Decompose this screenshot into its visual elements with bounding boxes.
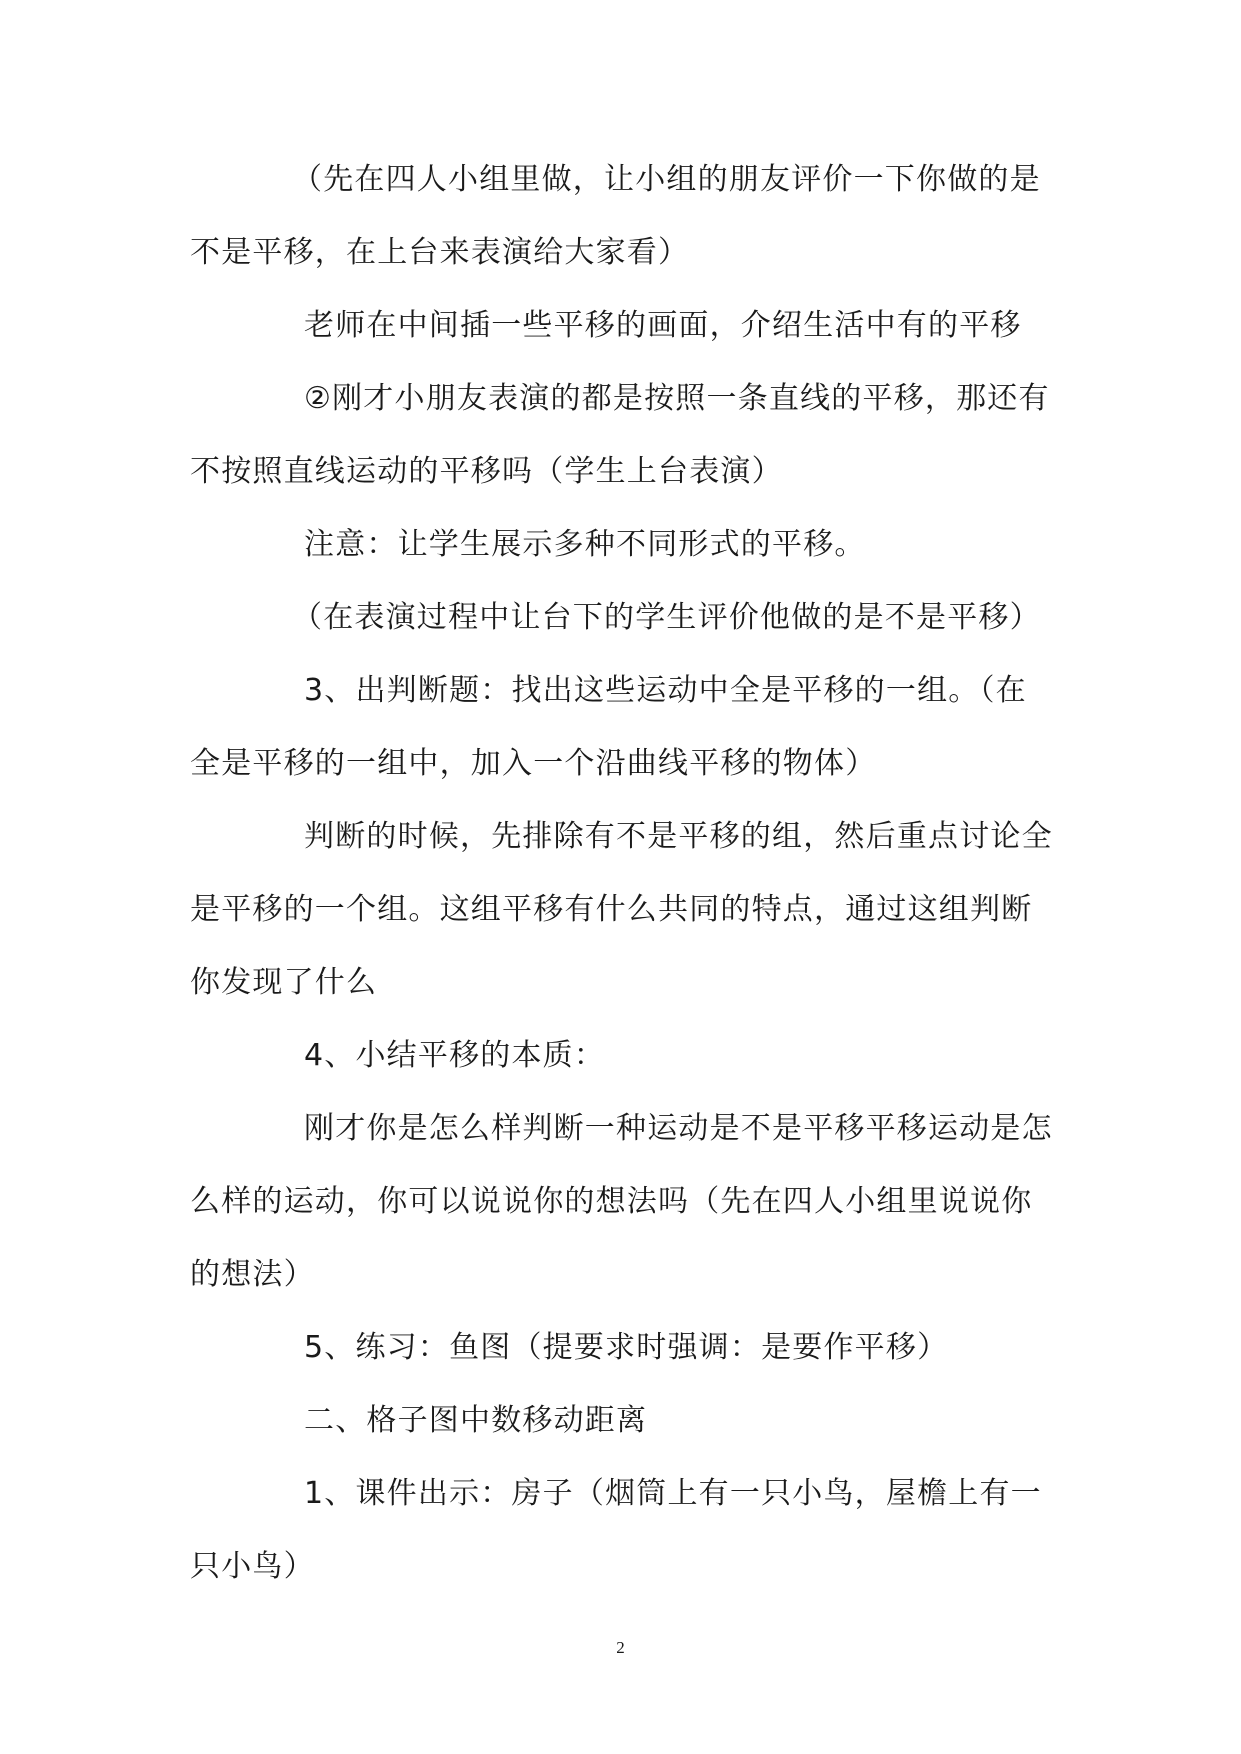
paragraph: 5、练习：鱼图（提要求时强调：是要作平移） bbox=[304, 1330, 949, 1365]
paragraph: 判断的时候，先排除有不是平移的组，然后重点讨论全是平移的一个组。这组平移有什么共同的特点，通过这组判断你发现了什么 bbox=[190, 819, 1053, 1000]
paragraph: 4、小结平移的本质： bbox=[304, 1038, 606, 1073]
paragraph: ②刚才小朋友表演的都是按照一条直线的平移，那还有不按照直线运动的平移吗（学生上台表演） bbox=[190, 381, 1050, 489]
paragraph: 3、出判断题：找出这些运动中全是平移的一组。（在全是平移的一组中，加入一个沿曲线平移的物体） bbox=[190, 673, 1027, 781]
paragraph: 老师在中间插一些平移的画面，介绍生活中有的平移 bbox=[304, 308, 1022, 343]
document-body bbox=[190, 143, 1055, 1603]
paragraph: 二、格子图中数移动距离 bbox=[304, 1403, 648, 1438]
paragraph: （先在四人小组里做，让小组的朋友评价一下你做的是不是平移，在上台来表演给大家看） bbox=[190, 162, 1041, 270]
paragraph: 注意：让学生展示多种不同形式的平移。 bbox=[304, 527, 866, 562]
paragraph: 1、课件出示：房子（烟筒上有一只小鸟，屋檐上有一只小鸟） bbox=[190, 1476, 1042, 1584]
paragraph: 刚才你是怎么样判断一种运动是不是平移平移运动是怎么样的运动，你可以说说你的想法吗（先在四人小组里说说你的想法） bbox=[190, 1111, 1053, 1292]
page-number: 2 bbox=[616, 1638, 625, 1657]
paragraph: （在表演过程中让台下的学生评价他做的是不是平移） bbox=[292, 600, 1041, 635]
